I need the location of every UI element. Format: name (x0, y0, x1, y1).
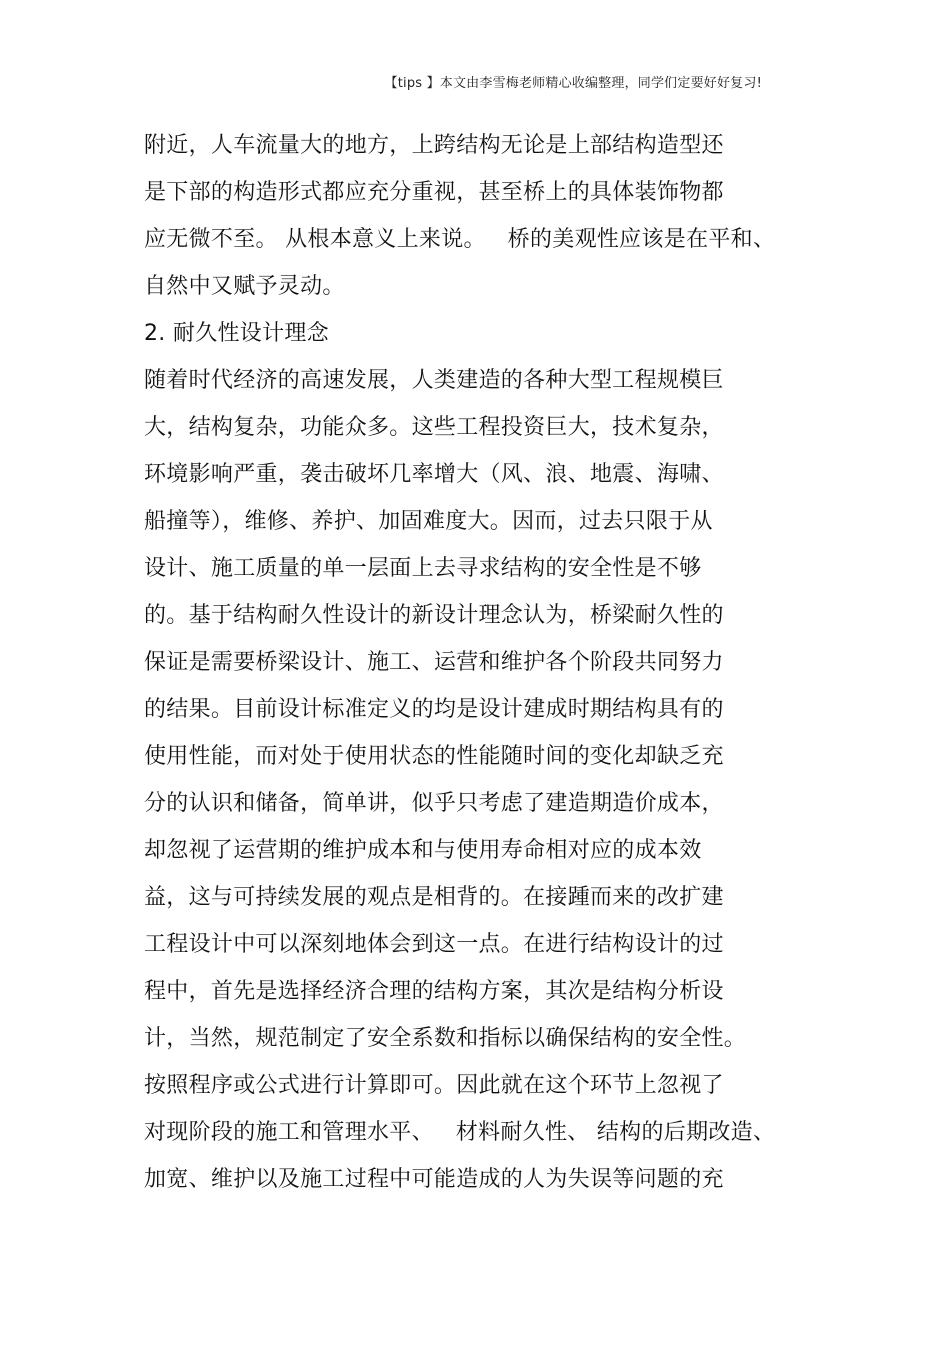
text-line: 却忽视了运营期的维护成本和与使用寿命相对应的成本效 (144, 838, 702, 863)
document-body (144, 128, 824, 1209)
text-line: 自然中又赋予灵动。 (144, 274, 345, 299)
text-line: 分的认识和储备，简单讲，似乎只考虑了建造期造价成本， (144, 791, 724, 816)
text-line: 加宽、维护以及施工过程中可能造成的人为失误等问题的充 (144, 1167, 724, 1192)
text-line: 益，这与可持续发展的观点是相背的。在接踵而来的改扩建 (144, 885, 724, 910)
text-line: 保证是需要桥梁设计、施工、运营和维护各个阶段共同努力 (144, 650, 724, 675)
text-line: 随着时代经济的高速发展，人类建造的各种大型工程规模巨 (144, 368, 724, 393)
text-line: 设计、施工质量的单一层面上去寻求结构的安全性是不够 (144, 556, 702, 581)
text-line: 工程设计中可以深刻地体会到这一点。在进行结构设计的过 (144, 932, 724, 957)
text-line: 的结果。目前设计标准定义的均是设计建成时期结构具有的 (144, 697, 724, 722)
text-line: 是下部的构造形式都应充分重视，甚至桥上的具体装饰物都 (144, 180, 724, 205)
text-line: 计，当然，规范制定了安全系数和指标以确保结构的安全性。 (144, 1026, 747, 1051)
text-line: 应无微不至。 从根本意义上来说。 桥的美观性应该是在平和、 (144, 227, 776, 252)
text-line: 使用性能，而对处于使用状态的性能随时间的变化却缺乏充 (144, 744, 724, 769)
header-tip: 【tips 】本文由李雪梅老师精心收编整理，同学们定要好好复习! (384, 76, 762, 91)
text-line: 大，结构复杂，功能众多。这些工程投资巨大，技术复杂， (144, 415, 724, 440)
text-line: 的。基于结构耐久性设计的新设计理念认为，桥梁耐久性的 (144, 603, 724, 628)
text-line: 程中，首先是选择经济合理的结构方案，其次是结构分析设 (144, 979, 724, 1004)
text-line: 按照程序或公式进行计算即可。因此就在这个环节上忽视了 (144, 1073, 724, 1098)
text-line: 附近，人车流量大的地方，上跨结构无论是上部结构造型还 (144, 133, 724, 158)
text-line: 对现阶段的施工和管理水平、 材料耐久性、 结构的后期改造、 (144, 1120, 776, 1145)
section-heading: 2. 耐久性设计理念 (144, 321, 329, 346)
text-line: 船撞等），维修、养护、加固难度大。因而，过去只限于从 (144, 509, 713, 534)
text-line: 环境影响严重，袭击破坏几率增大（风、浪、地震、海啸、 (144, 462, 724, 487)
